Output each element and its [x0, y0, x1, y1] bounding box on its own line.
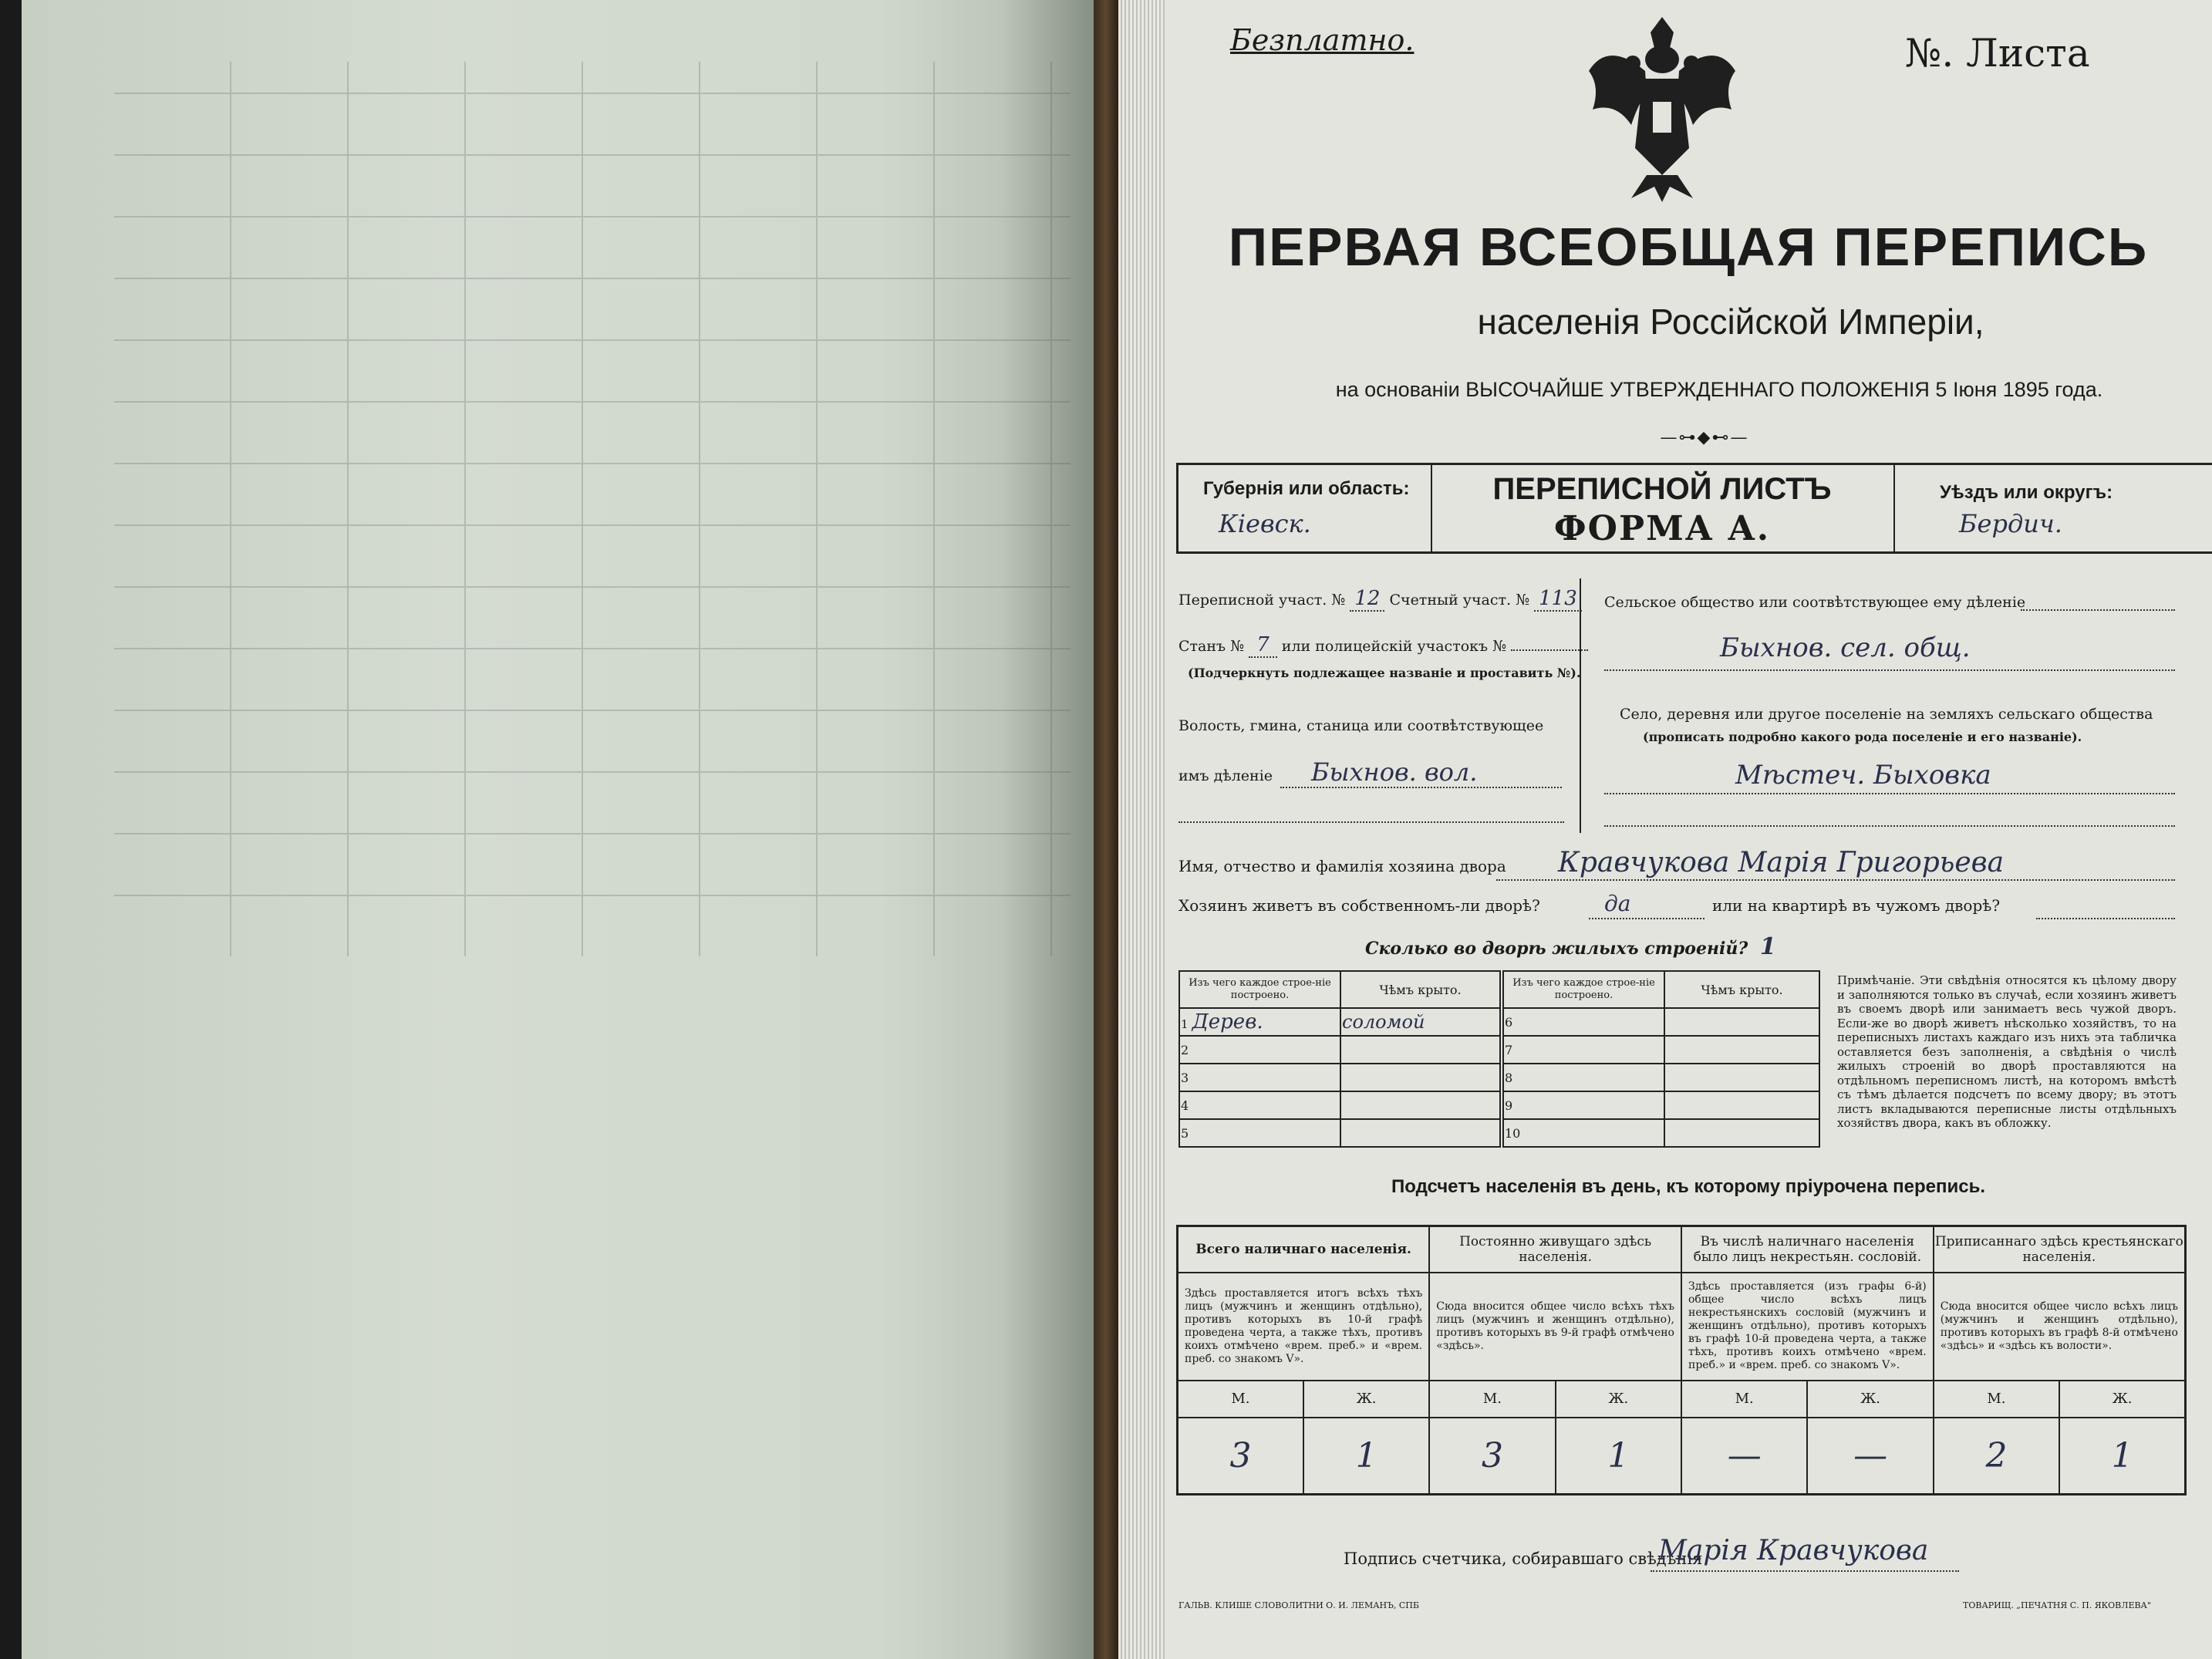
bleed-through-grid — [114, 62, 1071, 956]
book-binding — [1094, 0, 1118, 1659]
own-yard-label: Хозяинъ живетъ въ собственномъ-ли дворѣ? — [1178, 896, 1540, 915]
buildings-table-right — [1502, 970, 1820, 1148]
table-row — [1179, 1064, 1500, 1091]
own-yard-value: да — [1604, 891, 1631, 916]
page-stack — [1118, 0, 1165, 1659]
village-note: (прописать подробно какого рода поселеніе и его названіе). — [1643, 730, 2082, 744]
row-number: 1 — [1181, 1017, 1189, 1031]
table-row — [1503, 1064, 1819, 1091]
sheet-number — [1905, 31, 2212, 76]
population-heading: Подсчетъ населенія въ день, къ которому пріурочена перепись. — [1391, 1176, 1985, 1197]
population-table — [1176, 1225, 2187, 1495]
divider — [1580, 578, 1581, 833]
census-section-value: 12 — [1350, 587, 1384, 612]
census-section-label: Переписной участ. № — [1178, 592, 1346, 609]
col-nonpeasant-title: Въ числѣ наличнаго населенія было лицъ некрестьян. сословій. — [1681, 1226, 1934, 1273]
census-section — [1178, 587, 1582, 610]
count-section-label: Счетный участ. № — [1389, 592, 1530, 609]
village-value: Мѣстеч. Быховка — [1735, 760, 1991, 791]
village-line-2 — [1604, 825, 2175, 827]
free-label: Безплатно. — [1230, 23, 1415, 57]
province-value: Кіевск. — [1219, 509, 1311, 538]
underline-note: (Подчеркнуть подлежащее названіе и проставить №). — [1188, 666, 1581, 680]
rural-society-label: Сельское общество или соотвѣтствующее ему дѣленіе — [1604, 594, 2026, 611]
left-page — [22, 0, 1094, 1659]
volost-value: Быхнов. вол. — [1311, 757, 1478, 787]
buildings-label: Сколько во дворѣ жилыхъ строеній? — [1365, 939, 1748, 959]
form-main-title: ПЕРВАЯ ВСЕОБЩАЯ ПЕРЕПИСЬ — [1228, 217, 2149, 277]
police-section-blank — [1511, 649, 1588, 651]
material-value: Дерев. — [1192, 1010, 1263, 1034]
district-value: Бердич. — [1959, 509, 2062, 538]
resident-female-count: 1 — [1556, 1418, 1681, 1495]
female-header: Ж. — [1807, 1381, 1933, 1418]
signature-line — [1651, 1570, 1959, 1572]
table-row — [1503, 1119, 1819, 1147]
form-type: ФОРМА А. — [1553, 509, 1771, 548]
resident-male-count: 3 — [1429, 1418, 1555, 1495]
apartment-label: или на квартирѣ въ чужомъ дворѣ? — [1712, 896, 2001, 915]
total-female-count: 1 — [1303, 1418, 1429, 1495]
district-label: Уѣздъ или округъ: — [1940, 482, 2113, 503]
table-row — [1179, 1091, 1500, 1119]
rural-society-value: Быхнов. сел. общ. — [1720, 632, 1971, 663]
rural-society-line-2 — [1604, 669, 2175, 671]
apartment-line — [2036, 918, 2175, 919]
form-legal-basis: на основаніи ВЫСОЧАЙШЕ УТВЕРЖДЕННАГО ПОЛОЖЕНІЯ 5 Іюня 1895 года. — [1335, 378, 2103, 401]
printer-right: ТОВАРИЩ. „ПЕЧАТНЯ С. П. ЯКОВЛЕВА" — [1963, 1600, 2151, 1610]
owner-name-label: Имя, отчество и фамилія хозяина двора — [1178, 857, 1506, 875]
divider — [1893, 463, 1895, 551]
total-male-count: 3 — [1178, 1418, 1303, 1495]
own-yard-line — [1589, 918, 1705, 919]
table-row — [1503, 1036, 1819, 1064]
col-material-header: Изъ чего каждое строе-ніе построено. — [1503, 971, 1664, 1008]
row-number: 5 — [1181, 1125, 1189, 1141]
male-header: М. — [1934, 1381, 2059, 1418]
volost-line-2 — [1178, 821, 1564, 823]
village-label: Село, деревня или другое поселеніе на земляхъ сельскаго общества — [1620, 706, 2153, 723]
col-resident-title: Постоянно живущаго здѣсь населенія. — [1429, 1226, 1681, 1273]
female-header: Ж. — [2059, 1381, 2185, 1418]
stan-label: Станъ № — [1178, 638, 1245, 655]
male-header: М. — [1178, 1381, 1303, 1418]
owner-name-value: Кравчукова Марія Григорьева — [1558, 847, 2005, 878]
volost-line — [1280, 787, 1562, 788]
row-number: 10 — [1505, 1125, 1521, 1141]
male-header: М. — [1681, 1381, 1807, 1418]
col-roof-header: Чѣмъ крыто. — [1340, 971, 1500, 1008]
col-total-desc: Здѣсь проставляется итогъ всѣхъ тѣхъ лицъ (мужчинъ и женщинъ отдѣльно), противъ которыхъ въ 10-й графѣ проведена черта, а также тѣхъ, противъ коихъ отмѣчено «врем. преб.» и «врем. преб. со знакомъ V». — [1178, 1273, 1430, 1381]
printer-left: ГАЛЬВ. КЛИШЕ СЛОВОЛИТНИ О. И. ЛЕМАНЪ, СПБ — [1178, 1600, 1419, 1610]
form-title: ПЕРЕПИСНОЙ ЛИСТЪ — [1492, 472, 1832, 506]
stan-field — [1178, 633, 1588, 656]
female-header: Ж. — [1303, 1381, 1429, 1418]
signature-value: Марія Кравчукова — [1658, 1535, 1929, 1566]
col-resident-desc: Сюда вносится общее число всѣхъ тѣхъ лицъ (мужчинъ и женщинъ отдѣльно), противъ которыхъ въ 9-й графѣ отмѣчено «здѣсь». — [1429, 1273, 1681, 1381]
registered-female-count: 1 — [2059, 1418, 2185, 1495]
col-registered-title: Приписаннаго здѣсь крестьянскаго населенія. — [1934, 1226, 2186, 1273]
col-material-header: Изъ чего каждое строе-ніе построено. — [1179, 971, 1340, 1008]
buildings-table-left — [1178, 970, 1501, 1148]
province-label: Губернія или область: — [1203, 478, 1410, 499]
buildings-value: 1 — [1759, 933, 1776, 960]
volost-label-2: имъ дѣленіе — [1178, 767, 1273, 784]
police-section-label: или полицейскій участокъ № — [1281, 638, 1507, 655]
col-roof-header: Чѣмъ крыто. — [1664, 971, 1819, 1008]
village-line — [1604, 793, 2175, 794]
double-headed-eagle-emblem — [1585, 17, 1739, 202]
nonpeasant-female-count: — — [1807, 1418, 1933, 1495]
col-total-title: Всего наличнаго населенія. — [1178, 1226, 1430, 1273]
registered-male-count: 2 — [1934, 1418, 2059, 1495]
row-number: 8 — [1505, 1070, 1513, 1085]
count-section-value: 113 — [1534, 587, 1582, 612]
buildings-question — [1365, 933, 1776, 960]
table-row — [1179, 1036, 1500, 1064]
table-row — [1179, 1008, 1500, 1036]
page-shadow — [1001, 0, 1094, 1659]
row-number: 9 — [1505, 1098, 1513, 1113]
form-subtitle: населенія Россійской Имперіи, — [1477, 302, 1984, 342]
col-registered-desc: Сюда вносится общее число всѣхъ лицъ (мужчинъ и женщинъ отдѣльно), противъ которыхъ въ графѣ 8-й отмѣчено «здѣсь» и «здѣсь къ волости». — [1934, 1273, 2186, 1381]
sheet-number-label: №. Листа — [1905, 31, 2090, 76]
row-number: 3 — [1181, 1070, 1189, 1085]
buildings-note: Примѣчаніе. Эти свѣдѣнія относятся къ цѣлому двору и заполняются только въ случаѣ, если хозяинъ живетъ въ своемъ дворѣ или занимаетъ весь чужой дворъ. Если-же во дворѣ живетъ нѣсколько хозяйствъ, то на переписныхъ листахъ каждаго изъ нихъ эта табличка оставляется безъ заполненія, а свѣдѣнія о числѣ жилыхъ строеній во дворѣ проставляются на отдѣльномъ переписномъ листѣ, на которомъ вмѣстѣ съ тѣмъ дѣлается подсчетъ по всему двору; въ этотъ листъ вкладываются переписные листы отдѣльныхъ хозяйствъ двора, какъ въ обложку. — [1837, 973, 2177, 1130]
col-nonpeasant-desc: Здѣсь проставляется (изъ графы 6-й) общее число всѣхъ лицъ некрестьянскихъ сословій (мужчинъ и женщинъ отдѣльно), противъ которыхъ въ графѣ 10-й проведена черта, а также тѣхъ, противъ коихъ отмѣчено «врем. преб.» и «врем. преб. со знакомъ V». — [1681, 1273, 1934, 1381]
row-number: 4 — [1181, 1098, 1189, 1113]
stan-value: 7 — [1249, 633, 1277, 658]
table-row — [1503, 1008, 1819, 1036]
signature-label: Подпись счетчика, собиравшаго свѣдѣнія — [1344, 1549, 1703, 1568]
female-header: Ж. — [1556, 1381, 1681, 1418]
male-header: М. — [1429, 1381, 1555, 1418]
ornament-divider: —⊶◆⊷— — [1660, 428, 1749, 447]
table-row — [1503, 1091, 1819, 1119]
row-number: 6 — [1505, 1014, 1513, 1030]
row-number: 7 — [1505, 1042, 1513, 1057]
row-number: 2 — [1181, 1042, 1189, 1057]
rural-society-line — [2021, 609, 2175, 611]
volost-label: Волость, гмина, станица или соотвѣтствующее — [1178, 717, 1544, 734]
census-form-page — [1165, 0, 2212, 1659]
roof-value: соломой — [1342, 1011, 1425, 1033]
table-row — [1179, 1119, 1500, 1147]
owner-name-line — [1496, 879, 2175, 881]
nonpeasant-male-count: — — [1681, 1418, 1807, 1495]
